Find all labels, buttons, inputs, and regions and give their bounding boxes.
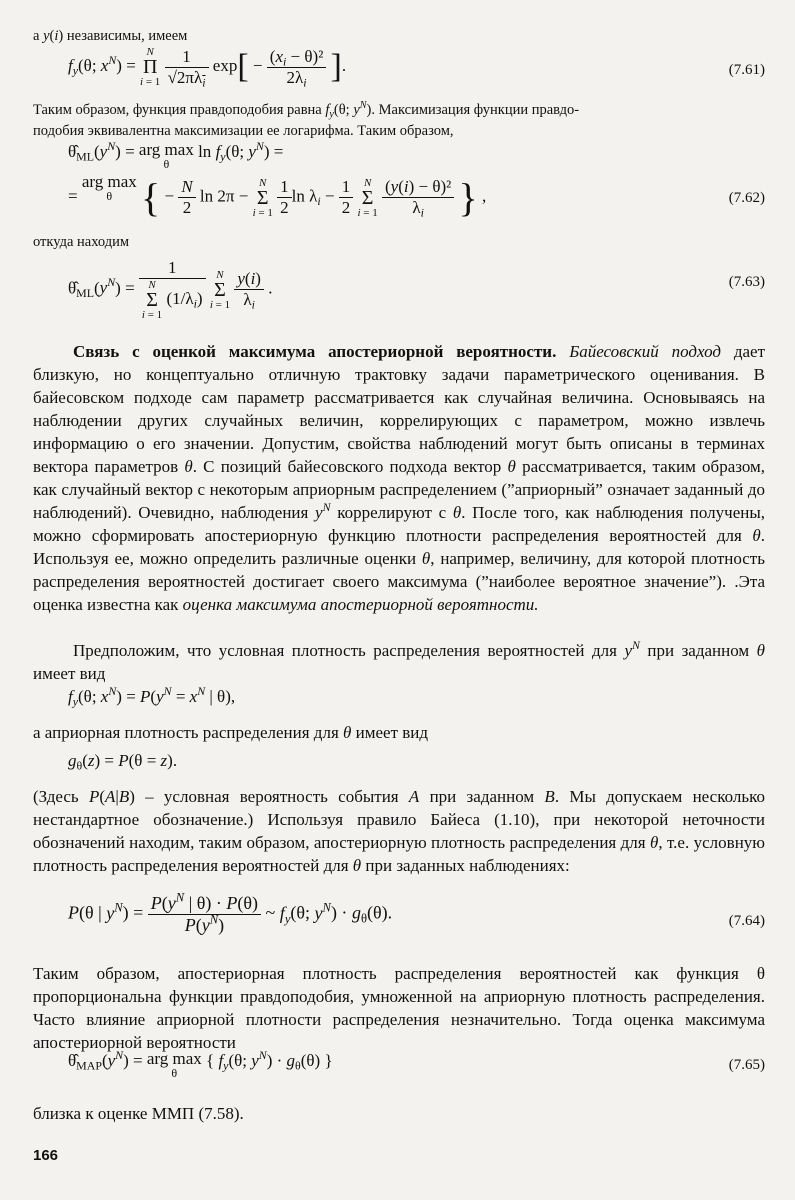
here-text-e: , т.е. условную плотность распределения вероятностей для [33,833,765,875]
prior-text-b: имеет вид [355,723,429,742]
here-paragraph: (Здесь P(A|B) – условная вероятность события A при заданном B. Мы допускаем несколько нестандартное обозначение.) Используя правило Байеса (1.10), при некоторой неточности обозначений находим, таким образом, апостериорную плотность распределения для θ, т.е. условную плотность распределения вероятностей для θ при заданных наблюдениях: [33,787,765,875]
prior-text-a: а априорная плотность распределения для [33,723,339,742]
bayes-body-5: . После того, как наблюдения получены, можно сформировать апостериорную функцию плотности распределения вероятностей для [33,503,766,545]
closing-line: близка к оценке ММП (7.58). [33,1104,244,1123]
posterior-paragraph: Таким образом, апостериорная плотность распределения вероятностей как функция θ пропорциональна функции правдоподобия, умноженной на априорную плотность распределения. Часто влияние априорной плотности распределения незначительно. Тогда оценка максимума апостериорной вероятности [33,964,765,1052]
section-heading: Связь с оценкой максимума апостериорной вероятности. [73,342,557,361]
here-text-c: при заданном [429,787,535,806]
here-text-d: . Мы допускаем несколько нестандартное обозначение.) Используя правило Байеса (1.10), при некоторой неточности обозначений находим, таким образом, апостериорную плотность распределения для [33,787,765,852]
likelihood-paragraph: Таким образом, функция правдоподобия равна $f_y(\theta$; $y^N$). Максимизация функции правдо- подобия эквивалентна максимизации ее логарифма. Таким образом, [33,99,580,139]
here-text-a: (Здесь [33,787,79,806]
equation-7-62-line1: $\thetâ_{ML}(y^N)$ = arg max θ $\ln f_y(\theta$; $y^N$) = [68,138,284,171]
equation-7-65: $\thetâ_{MAP}(y^N)$ = arg max θ { $f_y(\theta$; $y^N) \cdot g_\theta(\theta)$ } [68,1047,333,1080]
argmax-label-2: arg max [81,172,137,191]
argmax-label-1: arg max [138,140,194,159]
bayes-body: дает близкую, но концептуально отличную трактовку задачи параметрического оценивания. В байесовском подходе сам параметр рассматривается как случайная величина. Основываясь на наблюдении других случайных величин, коррелирующих с параметром, можно извлечь информацию о его значении. Допустим, свойства наблюдений могут быть описаны в терминах вектора параметров [33,342,766,476]
intro-text-a: а [33,28,40,44]
equation-7-64: P(θ | $y^N$) = $\frac{P(y^N | \theta) \cdot P(\theta)}{P(y^N)}$ ~ $f_y(\theta$; $y^N) \cdot g_\theta(\theta)$. [68,890,393,935]
suppose-paragraph: Предположим, что условная плотность распределения вероятностей для $y^N$ при заданном θ имеет вид [33,637,766,683]
italic-lead: Байесовский подход [569,342,722,361]
equation-prior-def: $g_\theta(z) = P(\theta = z)$. [68,751,178,773]
equation-number-7-62: (7.62) [728,190,765,206]
suppose-text-b: при заданном [647,641,750,660]
suppose-text-a: Предположим, что условная плотность распределения вероятностей для [73,641,617,660]
equation-number-7-61: (7.61) [728,62,765,78]
equation-7-62-line2: = arg max θ { − $\frac{N}{2}$ ln 2π − N Σ i = 1 $\frac{1}{2}$ $\ln \lambda_i$ − $\frac{1}{2}$ N Σ i = 1 $\frac{\text{(y(i) − θ)²}}{\lambda_i}$ } , [68,172,487,220]
page-number: 166 [33,1147,59,1164]
bayes-paragraph: Связь с оценкой максимума апостериорной вероятности. Байесовский подход дает близкую, но концептуально отличную трактовку задачи параметрического оценивания. В байесовском подходе сам параметр рассматривается как случайная величина. Основываясь на наблюдении других случайных величин, коррелирующих с параметром, можно извлечь информацию о его значении. Допустим, свойства наблюдений могут быть описаны в терминах вектора параметров θ. С позиций байесовского подхода вектор θ рассматривается, таким образом, как случайный вектор с некоторым априорным распределением (”априорный” означает заданный до наблюдений). Очевидно, наблюдения $y^N$ коррелируют с θ. После того, как наблюдения получены, можно сформировать апостериорную функцию плотности распределения вероятностей для θ. Используя ее, можно определить различные оценки θ, например, величину, для которой плотность распределения вероятностей достигает своего максимума (”наиболее вероятное значение”). .Эта оценка известна как оценка максимума апостериорной вероятности. [33,342,766,614]
equation-7-63: $\thetâ_{ML}(y^N)$ = 1 N Σ i = 1 $(1/\lambda_i)$ N Σ i = 1 $\frac{y(i)}{\lambda_i}$ . [68,258,273,321]
suppose-text-c: имеет вид [33,664,106,683]
here-text-b: – условная вероятность события [145,787,399,806]
likelihood-text-a: Таким образом, функция правдоподобия равна [33,102,322,118]
prior-line: а априорная плотность распределения для θ имеет вид [33,723,429,742]
equation-number-7-63: (7.63) [728,274,765,290]
intro-line: а y(i) независимы, имеем [33,28,188,44]
intro-text-b: независимы, имеем [66,28,188,44]
equation-number-7-64: (7.64) [728,913,765,929]
bayes-body-6: . Используя ее, можно определить различные оценки [33,526,766,568]
bayes-body-4: коррелируют с [337,503,447,522]
text-whence: откуда находим [33,234,130,250]
equation-number-7-65: (7.65) [728,1057,765,1073]
likelihood-text-b: . Максимизация функции правдо- [371,102,580,118]
likelihood-text-c: подобия эквивалентна максимизации ее логарифма. Таким образом, [33,123,454,139]
here-text-f: при заданных наблюдениях: [365,856,570,875]
equation-likelihood-def: $f_y(\theta$; $x^N) = P(y^N = x^N$ | θ), [68,683,236,709]
equation-7-61: $f_y(\theta$; $x^N) = N$ Π i = 1 $\frac{1}{√2\pi\lambda_i}$ exp[ − $\frac{(x_i - \theta)^2}{2\lambda_i}$ ]. [68,46,347,90]
bayes-body-3: рассматривается, таким образом, как случайный вектор с некоторым априорным распределением (”априорный” означает заданный до наблюдений). Очевидно, наблюдения [33,457,766,522]
italic-tail: оценка максимума апостериорной вероятности. [182,595,539,614]
bayes-body-7: , например, величину, для которой плотность распределения вероятностей достигает своего максимума (”наиболее вероятное значение”). .Эта оценка известна как [33,549,765,614]
bayes-body-2: . С позиций байесовского подхода вектор [192,457,502,476]
argmax-label-3: arg max [146,1049,202,1068]
